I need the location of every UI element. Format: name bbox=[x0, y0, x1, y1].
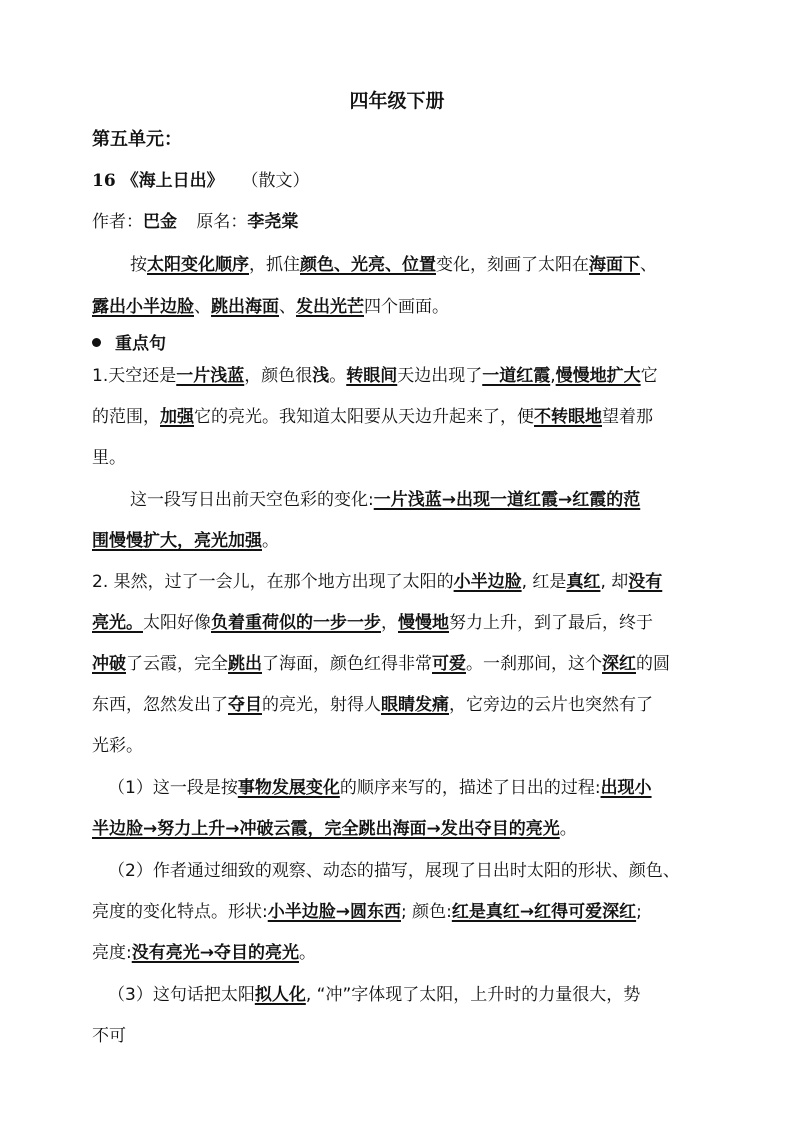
text: 变化，刻画了太阳在 bbox=[436, 255, 589, 275]
unit-heading: 第五单元： bbox=[92, 129, 182, 150]
author-name: 巴金 bbox=[143, 212, 177, 232]
text: 它的亮光。我知道太阳要从天边升起来了，便 bbox=[194, 407, 534, 427]
keyword: 跳出 bbox=[228, 654, 262, 674]
text: ，抓住 bbox=[249, 255, 300, 275]
text: ，它旁边的云片也突然有了 bbox=[449, 695, 653, 715]
n1-line-2 bbox=[92, 817, 577, 841]
keyword: 深红 bbox=[602, 654, 636, 674]
keyword: 加强 bbox=[160, 407, 194, 427]
p1-note-line-1 bbox=[130, 488, 640, 512]
text: 的圆 bbox=[636, 654, 670, 674]
keyword: 发出光芒 bbox=[296, 297, 364, 317]
text: （1）这一段是按 bbox=[108, 778, 238, 798]
page-title: 四年级下册 bbox=[349, 90, 445, 112]
text: 了海面，颜色红得非常 bbox=[262, 654, 432, 674]
text: ; 颜色: bbox=[400, 902, 452, 922]
p2-line-2 bbox=[92, 611, 653, 635]
text: ， bbox=[381, 613, 398, 633]
keyword: 可爱 bbox=[432, 654, 466, 674]
text: 太阳好像 bbox=[143, 613, 211, 633]
text: 、 bbox=[279, 297, 296, 317]
p2-line-1 bbox=[92, 570, 662, 594]
author-label: 作者： bbox=[92, 212, 143, 232]
text: 了云霞，完全 bbox=[126, 654, 228, 674]
keyword: 真红 bbox=[566, 572, 601, 592]
n1-line-1 bbox=[108, 776, 652, 800]
keyword: 眼睛发痛 bbox=[381, 695, 449, 715]
text: 。 bbox=[329, 366, 347, 386]
text: （3）这句话把太阳 bbox=[108, 985, 255, 1005]
keyword: 冲破 bbox=[92, 654, 126, 674]
keyword: 不转眼地 bbox=[534, 407, 602, 427]
text: 天边出现了 bbox=[397, 366, 483, 386]
keyword: 拟人化 bbox=[254, 985, 306, 1005]
text: 1.天空还是 bbox=[92, 366, 177, 386]
keyword: 一道红霞 bbox=[482, 366, 551, 386]
keyword: 太阳变化顺序 bbox=[147, 255, 249, 275]
text: , 却 bbox=[600, 572, 629, 592]
n3-line-1 bbox=[108, 983, 640, 1007]
text: 东西，忽然发出了 bbox=[92, 695, 228, 715]
n2-line-1: （2）作者通过细致的观察、动态的描写，展现了日出时太阳的形状、颜色、 bbox=[108, 861, 680, 881]
text: , bbox=[550, 366, 556, 386]
text: 、 bbox=[640, 255, 657, 275]
heading-text: 重点句 bbox=[115, 334, 166, 354]
keyword: 事物发展变化 bbox=[237, 778, 340, 798]
keyword: 海面下 bbox=[589, 255, 640, 275]
author-line bbox=[92, 210, 298, 234]
text: 努力上升，到了最后，终于 bbox=[449, 613, 653, 633]
keyword: 亮光。 bbox=[92, 613, 143, 633]
text: 按 bbox=[130, 255, 147, 275]
p2-line-4 bbox=[92, 693, 653, 717]
keyword: 半边脸→努力上升→冲破云霞，完全跳出海面→发出夺目的亮光 bbox=[92, 819, 560, 839]
keyword: 转眼间 bbox=[346, 366, 398, 386]
text: , 红是 bbox=[521, 572, 567, 592]
n3-line-2: 不可 bbox=[92, 1026, 126, 1046]
text: 亮度的变化特点。形状: bbox=[92, 902, 268, 922]
original-name-label: 原名： bbox=[196, 212, 248, 232]
keyword: 慢慢地扩大 bbox=[555, 366, 641, 386]
n2-line-3 bbox=[92, 941, 316, 965]
keyword: 小半边脸→圆东西 bbox=[267, 902, 401, 922]
text: ; bbox=[636, 902, 642, 922]
text: 它 bbox=[640, 366, 658, 386]
text: 这一段写日出前天空色彩的变化: bbox=[130, 490, 374, 510]
text: 。一刹那间，这个 bbox=[466, 654, 602, 674]
original-name: 李尧棠 bbox=[247, 212, 299, 232]
p1-line-3: 里。 bbox=[92, 448, 126, 468]
p1-line-2 bbox=[92, 405, 653, 429]
summary-line-1 bbox=[130, 253, 657, 277]
p1-note-line-2 bbox=[92, 529, 279, 553]
keyword: 浅 bbox=[312, 366, 330, 386]
lesson-name: 《海上日出》 bbox=[121, 171, 224, 191]
text: , “冲”字体现了太阳，上升时的力量很大，势 bbox=[305, 985, 641, 1005]
keyword: 红是真红→红得可爱深红 bbox=[451, 902, 637, 922]
keyword: 颜色、光亮、位置 bbox=[300, 255, 436, 275]
text: 。 bbox=[262, 531, 279, 551]
p1-line-1 bbox=[92, 364, 658, 388]
keyword: 一片浅蓝→出现一道红霞→红霞的范 bbox=[373, 490, 641, 510]
text: 亮度: bbox=[92, 943, 132, 963]
text: 望着那 bbox=[602, 407, 653, 427]
keyword: 没有 bbox=[628, 572, 663, 592]
text: 。 bbox=[559, 819, 577, 839]
keyword: 没有亮光→夺目的亮光 bbox=[131, 943, 299, 963]
text: 的顺序来写的，描述了日出的过程: bbox=[339, 778, 601, 798]
keyword: 一片浅蓝 bbox=[176, 366, 245, 386]
text: 的范围， bbox=[92, 407, 160, 427]
p2-line-3 bbox=[92, 652, 670, 676]
text: 的亮光，射得人 bbox=[262, 695, 381, 715]
keyword: 负着重荷似的一步一步 bbox=[211, 613, 381, 633]
keyword: 夺目 bbox=[228, 695, 262, 715]
p2-line-5: 光彩。 bbox=[92, 736, 143, 756]
keyword: 小半边脸 bbox=[453, 572, 522, 592]
keyword: 慢慢地 bbox=[398, 613, 449, 633]
keyword: 跳出海面 bbox=[211, 297, 279, 317]
summary-line-2 bbox=[92, 295, 449, 319]
text: 、 bbox=[194, 297, 211, 317]
lesson-number: 16 bbox=[92, 171, 116, 191]
lesson-genre: （散文） bbox=[241, 171, 310, 191]
text: 四个画面。 bbox=[364, 297, 449, 317]
keyword: 露出小半边脸 bbox=[92, 297, 194, 317]
keyword: 围慢慢扩大，亮光加强 bbox=[92, 531, 262, 551]
text: 2. 果然，过了一会儿，在那个地方出现了太阳的 bbox=[92, 572, 454, 592]
text: ，颜色很 bbox=[244, 366, 313, 386]
keyword: 出现小 bbox=[600, 778, 652, 798]
n2-line-2 bbox=[92, 900, 642, 924]
lesson-heading bbox=[92, 169, 310, 193]
text: 。 bbox=[298, 943, 316, 963]
key-sentences-heading bbox=[92, 332, 166, 356]
bullet-icon bbox=[92, 338, 101, 347]
